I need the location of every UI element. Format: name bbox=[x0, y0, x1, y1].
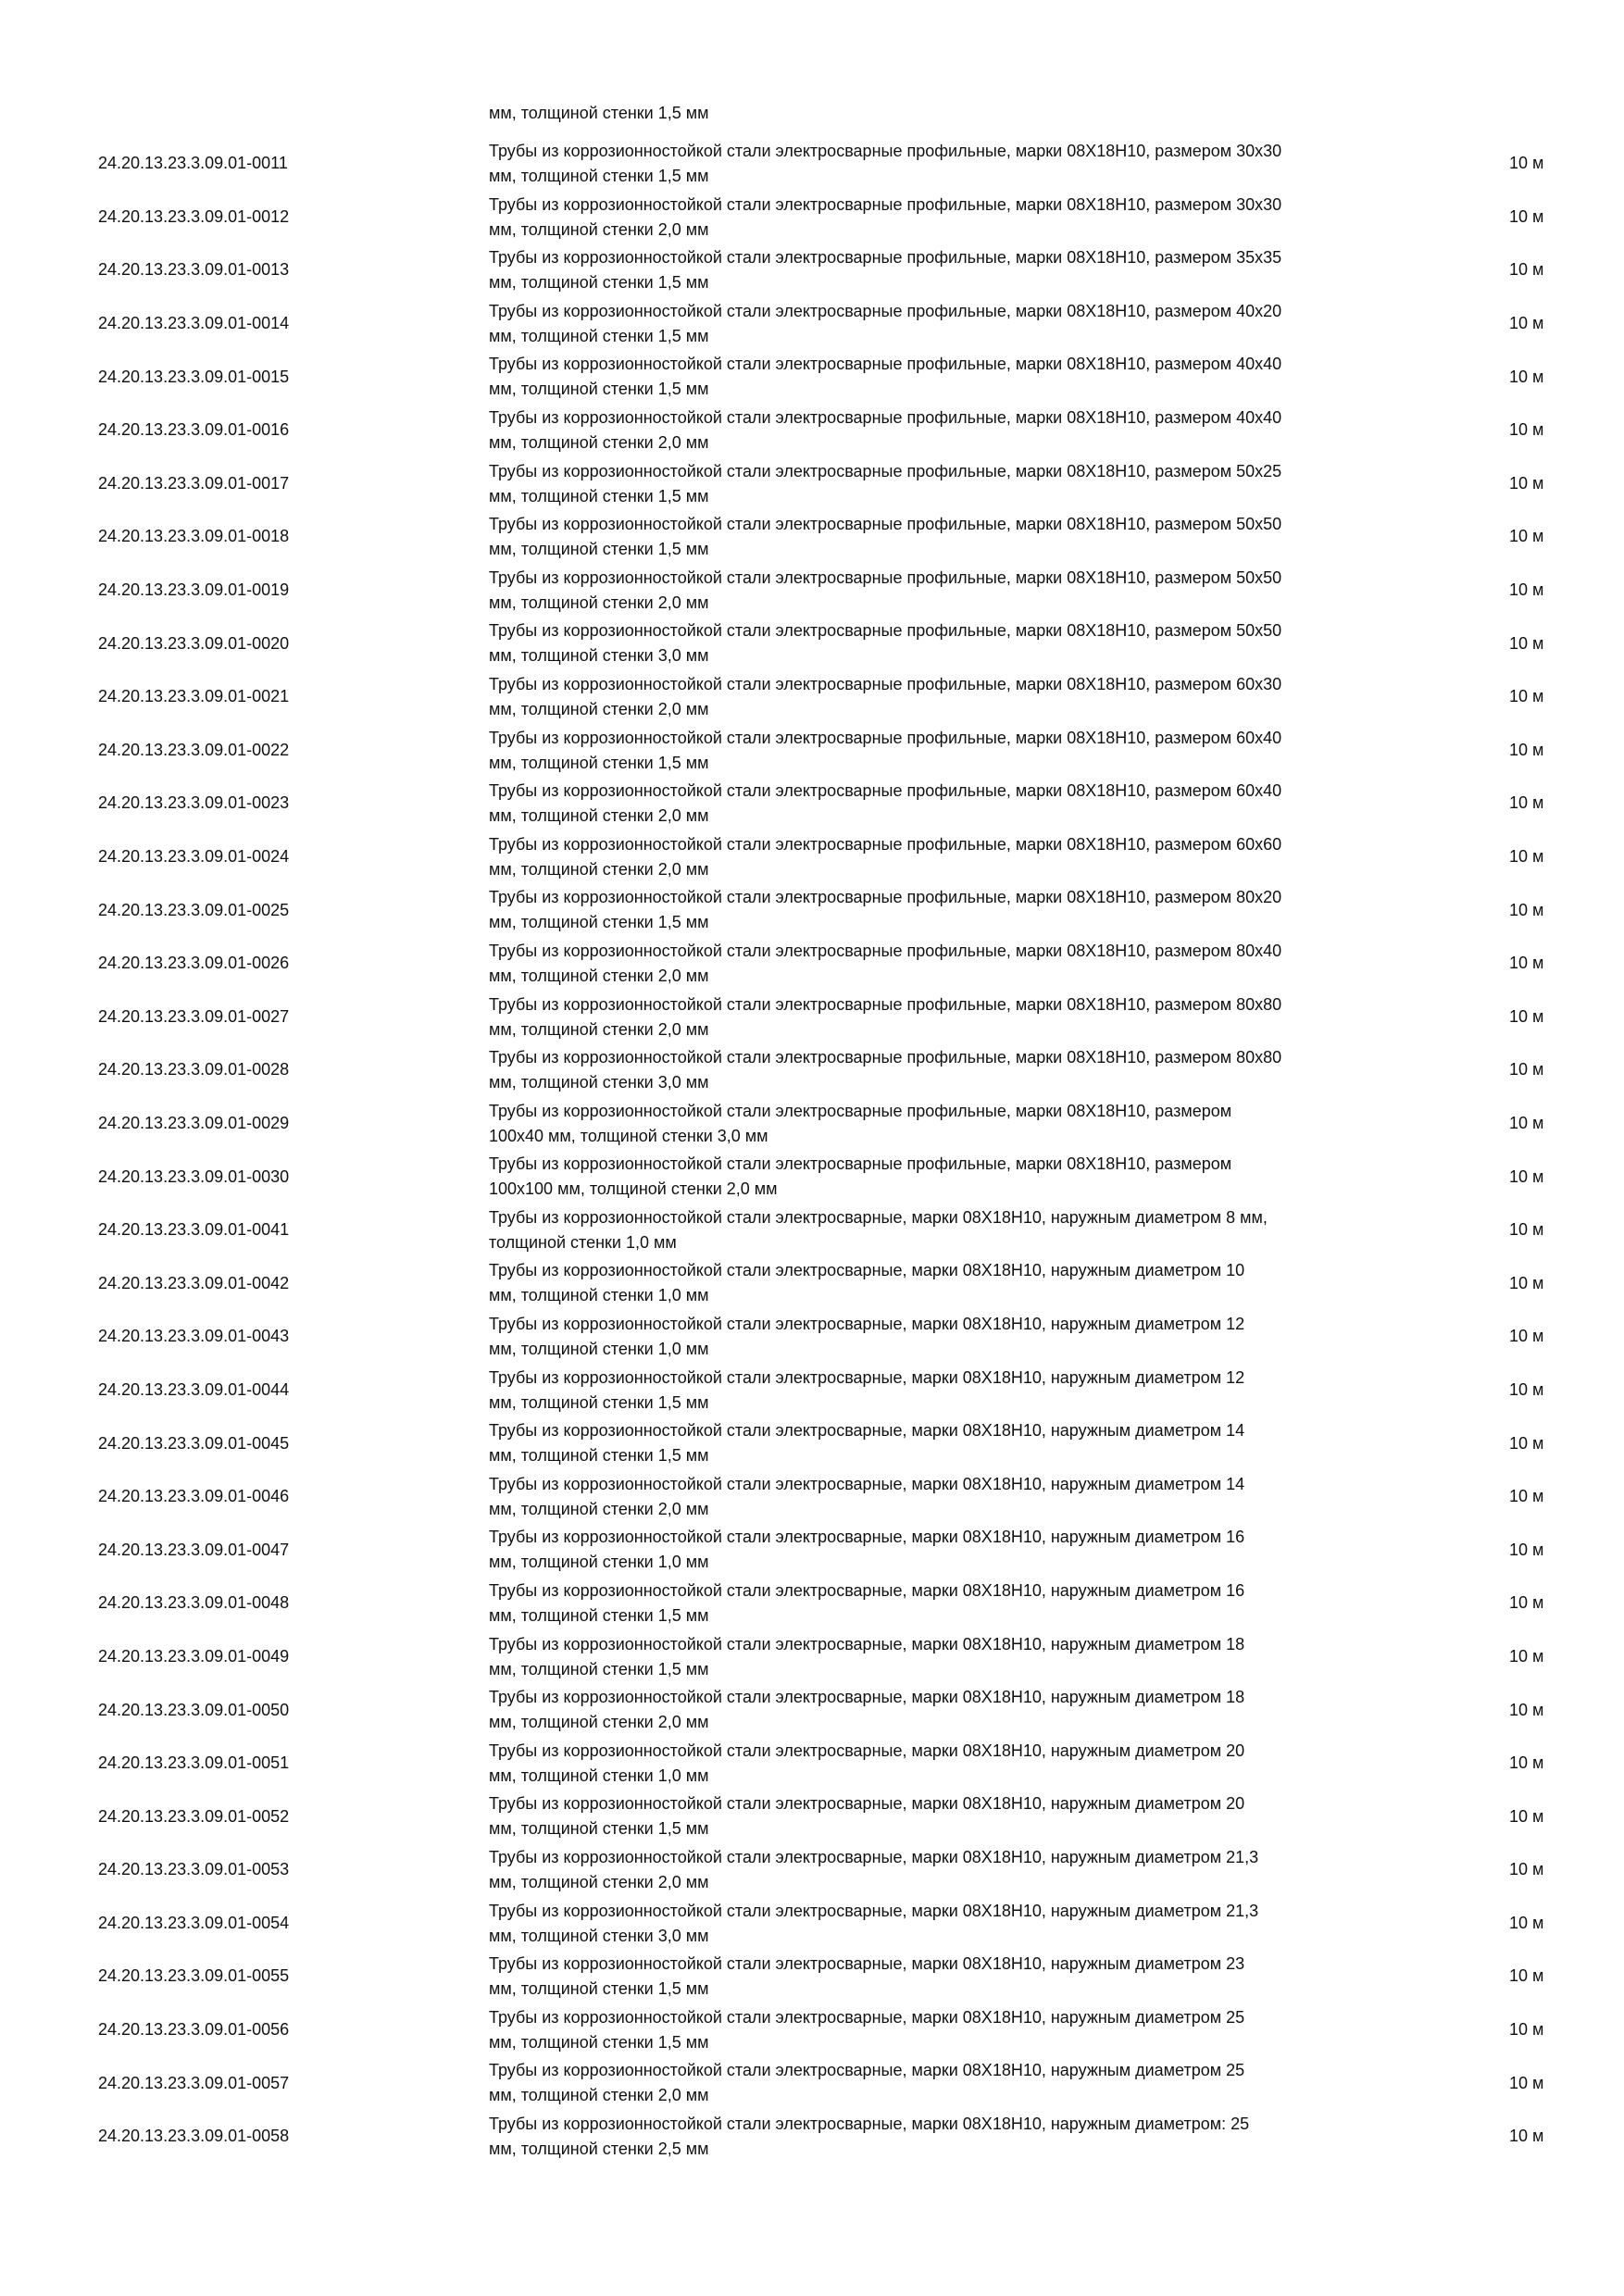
description-line-2: мм, толщиной стенки 1,0 мм bbox=[489, 1553, 709, 1572]
unit-of-measure: 10 м bbox=[1509, 367, 1544, 386]
resource-table bbox=[0, 137, 1624, 2164]
description-line-1: Трубы из коррозионностойкой стали электросварные, марки 08Х18Н10, наружным диаметром 12 bbox=[489, 1367, 1245, 1387]
description-line-2: мм, толщиной стенки 1,5 мм bbox=[489, 273, 709, 293]
description-line-1: Трубы из коррозионностойкой стали электросварные, марки 08Х18Н10, наружным диаметром 16 bbox=[489, 1528, 1245, 1547]
table-row bbox=[0, 1790, 1624, 1843]
resource-description bbox=[489, 885, 1452, 935]
description-line-1: Трубы из коррозионностойкой стали электросварные профильные, марки 08Х18Н10, размером 30x30 bbox=[489, 142, 1282, 160]
resource-code: 24.20.13.23.3.09.01-0046 bbox=[98, 1487, 290, 1506]
description-line-2: 100x100 мм, толщиной стенки 2,0 мм bbox=[489, 1179, 778, 1199]
resource-description bbox=[489, 1205, 1452, 1255]
resource-description bbox=[489, 299, 1452, 349]
resource-description bbox=[489, 2058, 1452, 2108]
description-line-1: Трубы из коррозионностойкой стали электросварные профильные, марки 08Х18Н10, размером 50x50 bbox=[489, 621, 1282, 641]
unit-of-measure: 10 м bbox=[1509, 1113, 1544, 1132]
resource-description bbox=[489, 352, 1452, 402]
description-line-1: Трубы из коррозионностойкой стали электросварные, марки 08Х18Н10, наружным диаметром 18 bbox=[489, 1634, 1245, 1653]
unit-of-measure: 10 м bbox=[1509, 2127, 1544, 2146]
description-line-2: мм, толщиной стенки 2,0 мм bbox=[489, 432, 709, 452]
unit-of-measure: 10 м bbox=[1509, 473, 1544, 493]
unit-of-measure: 10 м bbox=[1509, 1540, 1544, 1559]
description-line-1: Трубы из коррозионностойкой стали электросварные профильные, марки 08Х18Н10, размером 40x40 bbox=[489, 355, 1282, 374]
unit-of-measure: 10 м bbox=[1509, 1966, 1544, 1986]
description-line-2: мм, толщиной стенки 2,0 мм bbox=[489, 1019, 709, 1039]
resource-description bbox=[489, 406, 1452, 455]
resource-code: 24.20.13.23.3.09.01-0017 bbox=[98, 473, 290, 493]
unit-of-measure: 10 м bbox=[1509, 954, 1544, 973]
resource-code: 24.20.13.23.3.09.01-0029 bbox=[98, 1113, 290, 1132]
table-row bbox=[0, 1416, 1624, 1470]
resource-description bbox=[489, 726, 1452, 776]
resource-description bbox=[489, 1472, 1452, 1522]
resource-code: 24.20.13.23.3.09.01-0019 bbox=[98, 580, 290, 600]
resource-code: 24.20.13.23.3.09.01-0054 bbox=[98, 1913, 290, 1932]
unit-of-measure: 10 м bbox=[1509, 900, 1544, 919]
description-line-1: Трубы из коррозионностойкой стали электросварные профильные, марки 08Х18Н10, размером 50x50 bbox=[489, 568, 1282, 587]
table-row bbox=[0, 404, 1624, 457]
unit-of-measure: 10 м bbox=[1509, 1060, 1544, 1079]
resource-description bbox=[489, 1952, 1452, 2002]
description-line-1: Трубы из коррозионностойкой стали электросварные, марки 08Х18Н10, наружным диаметром 25 bbox=[489, 2061, 1245, 2080]
description-line-1: Трубы из коррозионностойкой стали электросварные, марки 08Х18Н10, наружным диаметром 14 bbox=[489, 1421, 1245, 1441]
unit-of-measure: 10 м bbox=[1509, 1379, 1544, 1399]
resource-code: 24.20.13.23.3.09.01-0016 bbox=[98, 420, 290, 440]
unit-of-measure: 10 м bbox=[1509, 2073, 1544, 2092]
resource-code: 24.20.13.23.3.09.01-0041 bbox=[98, 1220, 290, 1240]
description-line-2: мм, толщиной стенки 1,5 мм bbox=[489, 1606, 709, 1626]
table-row bbox=[0, 1364, 1624, 1417]
resource-description bbox=[489, 1739, 1452, 1789]
description-line-2: мм, толщиной стенки 1,5 мм bbox=[489, 326, 709, 345]
description-line-2: мм, толщиной стенки 1,5 мм bbox=[489, 486, 709, 505]
table-row bbox=[0, 1630, 1624, 1684]
description-line-2: мм, толщиной стенки 2,0 мм bbox=[489, 2086, 709, 2105]
table-row bbox=[0, 1204, 1624, 1257]
resource-code: 24.20.13.23.3.09.01-0044 bbox=[98, 1379, 290, 1399]
resource-description bbox=[489, 193, 1452, 243]
table-row bbox=[0, 830, 1624, 884]
table-row bbox=[0, 670, 1624, 724]
resource-description bbox=[489, 1152, 1452, 1202]
table-row bbox=[0, 1256, 1624, 1310]
resource-description bbox=[489, 512, 1452, 562]
resource-description bbox=[489, 1845, 1452, 1895]
table-row bbox=[0, 1683, 1624, 1737]
description-line-1: Трубы из коррозионностойкой стали электросварные профильные, марки 08Х18Н10, размером 60x60 bbox=[489, 834, 1282, 854]
description-line-2: мм, толщиной стенки 1,5 мм bbox=[489, 1446, 709, 1466]
unit-of-measure: 10 м bbox=[1509, 1327, 1544, 1346]
description-line-1: Трубы из коррозионностойкой стали электросварные профильные, марки 08Х18Н10, размером 30x30 bbox=[489, 194, 1282, 214]
table-row bbox=[0, 457, 1624, 511]
unit-of-measure: 10 м bbox=[1509, 793, 1544, 813]
unit-of-measure: 10 м bbox=[1509, 1487, 1544, 1506]
table-row bbox=[0, 1150, 1624, 1204]
description-line-2: мм, толщиной стенки 1,5 мм bbox=[489, 380, 709, 399]
resource-code: 24.20.13.23.3.09.01-0056 bbox=[98, 2020, 290, 2040]
resource-description bbox=[489, 1578, 1452, 1628]
resource-code: 24.20.13.23.3.09.01-0050 bbox=[98, 1700, 290, 1719]
description-line-1: Трубы из коррозионностойкой стали электросварные профильные, марки 08Х18Н10, размером 35x35 bbox=[489, 248, 1282, 268]
table-row bbox=[0, 564, 1624, 618]
resource-description bbox=[489, 1312, 1452, 1362]
resource-code: 24.20.13.23.3.09.01-0030 bbox=[98, 1167, 290, 1186]
resource-code: 24.20.13.23.3.09.01-0057 bbox=[98, 2073, 290, 2092]
resource-code: 24.20.13.23.3.09.01-0024 bbox=[98, 847, 290, 867]
description-line-1: Трубы из коррозионностойкой стали электросварные, марки 08Х18Н10, наружным диаметром 14 bbox=[489, 1474, 1245, 1493]
description-line-1: Трубы из коррозионностойкой стали электросварные профильные, марки 08Х18Н10, размером 50x25 bbox=[489, 461, 1282, 480]
table-row bbox=[0, 1097, 1624, 1151]
table-row bbox=[0, 510, 1624, 564]
table-row bbox=[0, 1043, 1624, 1097]
resource-description bbox=[489, 939, 1452, 989]
table-row bbox=[0, 2056, 1624, 2110]
resource-code: 24.20.13.23.3.09.01-0023 bbox=[98, 793, 290, 813]
table-row bbox=[0, 883, 1624, 937]
description-line-1: Трубы из коррозионностойкой стали электросварные, марки 08Х18Н10, наружным диаметром 16 bbox=[489, 1581, 1245, 1601]
description-line-2: мм, толщиной стенки 2,0 мм bbox=[489, 593, 709, 612]
resource-description bbox=[489, 779, 1452, 829]
table-row bbox=[0, 777, 1624, 830]
description-line-1: Трубы из коррозионностойкой стали электросварные профильные, марки 08Х18Н10, размером 50x50 bbox=[489, 515, 1282, 534]
resource-description bbox=[489, 1366, 1452, 1416]
description-line-2: мм, толщиной стенки 1,5 мм bbox=[489, 540, 709, 559]
resource-code: 24.20.13.23.3.09.01-0028 bbox=[98, 1060, 290, 1079]
description-line-1: Трубы из коррозионностойкой стали электросварные, марки 08Х18Н10, наружным диаметром 12 bbox=[489, 1315, 1245, 1334]
resource-code: 24.20.13.23.3.09.01-0014 bbox=[98, 314, 290, 333]
resource-code: 24.20.13.23.3.09.01-0042 bbox=[98, 1273, 290, 1292]
description-line-2: мм, толщиной стенки 1,5 мм bbox=[489, 913, 709, 932]
description-line-2: мм, толщиной стенки 2,0 мм bbox=[489, 699, 709, 718]
description-line-2: мм, толщиной стенки 3,0 мм bbox=[489, 1073, 709, 1092]
unit-of-measure: 10 м bbox=[1509, 740, 1544, 759]
description-line-2: мм, толщиной стенки 1,0 мм bbox=[489, 1340, 709, 1359]
description-line-1: Трубы из коррозионностойкой стали электросварные профильные, марки 08Х18Н10, размером 40x40 bbox=[489, 407, 1282, 427]
description-line-2: мм, толщиной стенки 1,5 мм bbox=[489, 1819, 709, 1839]
description-line-1: Трубы из коррозионностойкой стали электросварные, марки 08Х18Н10, наружным диаметром 10 bbox=[489, 1261, 1245, 1280]
continuation-text: мм, толщиной стенки 1,5 мм bbox=[489, 104, 709, 122]
unit-of-measure: 10 м bbox=[1509, 1220, 1544, 1240]
description-line-2: мм, толщиной стенки 2,0 мм bbox=[489, 1713, 709, 1732]
description-line-1: Трубы из коррозионностойкой стали электросварные, марки 08Х18Н10, наружным диаметром 21,3 bbox=[489, 1848, 1259, 1866]
unit-of-measure: 10 м bbox=[1509, 1753, 1544, 1773]
description-line-2: мм, толщиной стенки 1,5 мм bbox=[489, 167, 709, 185]
table-row bbox=[0, 1737, 1624, 1791]
description-line-1: Трубы из коррозионностойкой стали электросварные, марки 08Х18Н10, наружным диаметром 25 bbox=[489, 2007, 1245, 2027]
unit-of-measure: 10 м bbox=[1509, 154, 1544, 173]
table-row bbox=[0, 937, 1624, 991]
resource-description bbox=[489, 618, 1452, 668]
unit-of-measure: 10 м bbox=[1509, 580, 1544, 600]
resource-description bbox=[489, 672, 1452, 722]
description-line-2: мм, толщиной стенки 1,0 мм bbox=[489, 1766, 709, 1785]
description-line-1: Трубы из коррозионностойкой стали электросварные профильные, марки 08Х18Н10, размером 80x40 bbox=[489, 941, 1282, 960]
resource-code: 24.20.13.23.3.09.01-0020 bbox=[98, 633, 290, 653]
resource-description bbox=[489, 459, 1452, 509]
unit-of-measure: 10 м bbox=[1509, 687, 1544, 706]
table-row bbox=[0, 2003, 1624, 2057]
resource-description bbox=[489, 1632, 1452, 1682]
description-line-1: Трубы из коррозионностойкой стали электросварные, марки 08Х18Н10, наружным диаметром: 25 bbox=[489, 2114, 1250, 2133]
unit-of-measure: 10 м bbox=[1509, 527, 1544, 546]
resource-description bbox=[489, 992, 1452, 1042]
table-row bbox=[0, 617, 1624, 670]
table-row bbox=[0, 1843, 1624, 1897]
description-line-1: Трубы из коррозионностойкой стали электросварные, марки 08Х18Н10, наружным диаметром 18 bbox=[489, 1688, 1245, 1707]
unit-of-measure: 10 м bbox=[1509, 1273, 1544, 1292]
unit-of-measure: 10 м bbox=[1509, 1700, 1544, 1719]
resource-code: 24.20.13.23.3.09.01-0053 bbox=[98, 1860, 290, 1879]
unit-of-measure: 10 м bbox=[1509, 260, 1544, 280]
unit-of-measure: 10 м bbox=[1509, 206, 1544, 226]
description-line-1: Трубы из коррозионностойкой стали электросварные профильные, марки 08Х18Н10, размером 80x80 bbox=[489, 1048, 1282, 1067]
resource-code: 24.20.13.23.3.09.01-0051 bbox=[98, 1753, 290, 1773]
unit-of-measure: 10 м bbox=[1509, 1806, 1544, 1826]
resource-code: 24.20.13.23.3.09.01-0049 bbox=[98, 1646, 290, 1666]
table-row bbox=[0, 1523, 1624, 1577]
resource-description bbox=[489, 1525, 1452, 1575]
unit-of-measure: 10 м bbox=[1509, 633, 1544, 653]
resource-code: 24.20.13.23.3.09.01-0018 bbox=[98, 527, 290, 546]
table-row bbox=[0, 137, 1624, 191]
resource-code: 24.20.13.23.3.09.01-0022 bbox=[98, 740, 290, 759]
resource-code: 24.20.13.23.3.09.01-0043 bbox=[98, 1327, 290, 1346]
resource-description bbox=[489, 1899, 1452, 1949]
resource-description bbox=[489, 1045, 1452, 1095]
resource-description bbox=[489, 139, 1452, 189]
description-line-1: Трубы из коррозионностойкой стали электросварные, марки 08Х18Н10, наружным диаметром 21,3 bbox=[489, 1901, 1259, 1920]
resource-code: 24.20.13.23.3.09.01-0015 bbox=[98, 367, 290, 386]
description-line-1: Трубы из коррозионностойкой стали электросварные профильные, марки 08Х18Н10, размером 80x20 bbox=[489, 888, 1282, 907]
description-line-2: мм, толщиной стенки 2,5 мм bbox=[489, 2139, 709, 2158]
description-line-2: мм, толщиной стенки 2,0 мм bbox=[489, 1873, 709, 1891]
description-line-2: толщиной стенки 1,0 мм bbox=[489, 1232, 677, 1252]
unit-of-measure: 10 м bbox=[1509, 1167, 1544, 1186]
resource-code: 24.20.13.23.3.09.01-0045 bbox=[98, 1433, 290, 1453]
resource-description bbox=[489, 1791, 1452, 1841]
table-row bbox=[0, 1470, 1624, 1524]
description-line-2: мм, толщиной стенки 2,0 мм bbox=[489, 806, 709, 826]
table-row bbox=[0, 724, 1624, 778]
description-line-1: Трубы из коррозионностойкой стали электросварные профильные, марки 08Х18Н10, размером 80x80 bbox=[489, 994, 1282, 1014]
resource-code: 24.20.13.23.3.09.01-0021 bbox=[98, 687, 290, 706]
resource-code: 24.20.13.23.3.09.01-0011 bbox=[98, 154, 288, 173]
resource-code: 24.20.13.23.3.09.01-0027 bbox=[98, 1006, 290, 1026]
unit-of-measure: 10 м bbox=[1509, 1593, 1544, 1613]
description-line-2: мм, толщиной стенки 1,5 мм bbox=[489, 1392, 709, 1412]
resource-description bbox=[489, 1099, 1452, 1149]
resource-description bbox=[489, 1418, 1452, 1468]
description-line-2: мм, толщиной стенки 1,0 мм bbox=[489, 1286, 709, 1305]
description-line-1: Трубы из коррозионностойкой стали электросварные профильные, марки 08Х18Н10, размером 60x40 bbox=[489, 728, 1282, 747]
description-line-2: мм, толщиной стенки 2,0 мм bbox=[489, 1499, 709, 1518]
description-line-1: Трубы из коррозионностойкой стали электросварные профильные, марки 08Х18Н10, размером 60x30 bbox=[489, 674, 1282, 693]
unit-of-measure: 10 м bbox=[1509, 2020, 1544, 2040]
description-line-2: мм, толщиной стенки 2,0 мм bbox=[489, 219, 709, 239]
description-line-2: мм, толщиной стенки 2,0 мм bbox=[489, 859, 709, 879]
unit-of-measure: 10 м bbox=[1509, 420, 1544, 440]
resource-code: 24.20.13.23.3.09.01-0052 bbox=[98, 1806, 290, 1826]
description-line-1: Трубы из коррозионностойкой стали электросварные профильные, марки 08Х18Н10, размером 40x20 bbox=[489, 301, 1282, 320]
table-row bbox=[0, 1950, 1624, 2003]
description-line-2: мм, толщиной стенки 1,5 мм bbox=[489, 1659, 709, 1678]
table-row bbox=[0, 1577, 1624, 1630]
description-line-1: Трубы из коррозионностойкой стали электросварные профильные, марки 08Х18Н10, размером bbox=[489, 1154, 1232, 1174]
resource-description bbox=[489, 1258, 1452, 1308]
unit-of-measure: 10 м bbox=[1509, 1913, 1544, 1932]
description-line-2: 100x40 мм, толщиной стенки 3,0 мм bbox=[489, 1126, 768, 1145]
resource-code: 24.20.13.23.3.09.01-0055 bbox=[98, 1966, 290, 1986]
table-row bbox=[0, 191, 1624, 244]
resource-description bbox=[489, 1685, 1452, 1735]
description-line-2: мм, толщиной стенки 1,5 мм bbox=[489, 753, 709, 772]
description-line-1: Трубы из коррозионностойкой стали электросварные профильные, марки 08Х18Н10, размером 60x40 bbox=[489, 781, 1282, 801]
table-row bbox=[0, 243, 1624, 297]
resource-code: 24.20.13.23.3.09.01-0026 bbox=[98, 954, 290, 973]
resource-description bbox=[489, 2005, 1452, 2055]
resource-code: 24.20.13.23.3.09.01-0012 bbox=[98, 206, 290, 226]
description-line-2: мм, толщиной стенки 3,0 мм bbox=[489, 1926, 709, 1945]
resource-description bbox=[489, 2112, 1452, 2162]
unit-of-measure: 10 м bbox=[1509, 314, 1544, 333]
resource-code: 24.20.13.23.3.09.01-0047 bbox=[98, 1540, 290, 1559]
description-line-1: Трубы из коррозионностойкой стали электросварные, марки 08Х18Н10, наружным диаметром 23 bbox=[489, 1954, 1245, 1974]
resource-code: 24.20.13.23.3.09.01-0025 bbox=[98, 900, 290, 919]
description-line-2: мм, толщиной стенки 1,5 мм bbox=[489, 2032, 709, 2052]
resource-code: 24.20.13.23.3.09.01-0013 bbox=[98, 260, 290, 280]
table-row bbox=[0, 991, 1624, 1044]
resource-description bbox=[489, 832, 1452, 882]
table-row bbox=[0, 350, 1624, 404]
description-line-1: Трубы из коррозионностойкой стали электросварные, марки 08Х18Н10, наружным диаметром 20 bbox=[489, 1794, 1245, 1814]
unit-of-measure: 10 м bbox=[1509, 1860, 1544, 1879]
description-line-1: Трубы из коррозионностойкой стали электросварные, марки 08Х18Н10, наружным диаметром 20 bbox=[489, 1741, 1245, 1760]
resource-code: 24.20.13.23.3.09.01-0048 bbox=[98, 1593, 290, 1613]
resource-description bbox=[489, 245, 1452, 295]
description-line-1: Трубы из коррозионностойкой стали электросварные профильные, марки 08Х18Н10, размером bbox=[489, 1101, 1232, 1120]
description-line-1: Трубы из коррозионностойкой стали электросварные, марки 08Х18Н10, наружным диаметром 8 мм, bbox=[489, 1207, 1268, 1227]
description-line-2: мм, толщиной стенки 1,5 мм bbox=[489, 1979, 709, 1999]
unit-of-measure: 10 м bbox=[1509, 1646, 1544, 1666]
description-line-2: мм, толщиной стенки 2,0 мм bbox=[489, 966, 709, 985]
table-row bbox=[0, 1897, 1624, 1951]
table-row bbox=[0, 1310, 1624, 1364]
table-row bbox=[0, 297, 1624, 351]
resource-description bbox=[489, 566, 1452, 616]
description-line-2: мм, толщиной стенки 3,0 мм bbox=[489, 646, 709, 666]
resource-code: 24.20.13.23.3.09.01-0058 bbox=[98, 2127, 290, 2146]
table-row bbox=[0, 2110, 1624, 2164]
unit-of-measure: 10 м bbox=[1509, 1433, 1544, 1453]
unit-of-measure: 10 м bbox=[1509, 1006, 1544, 1026]
unit-of-measure: 10 м bbox=[1509, 847, 1544, 867]
